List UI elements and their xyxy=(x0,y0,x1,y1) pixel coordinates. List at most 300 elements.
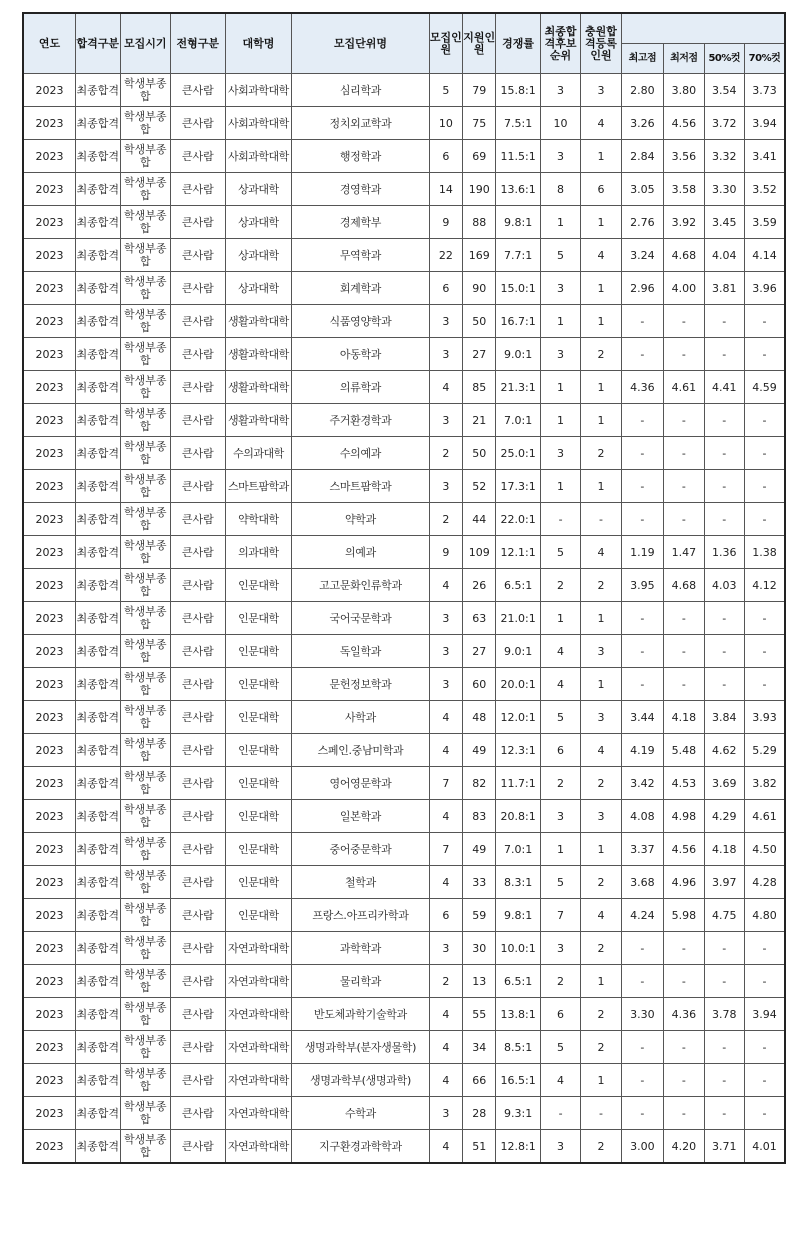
cell-max-grade: - xyxy=(621,305,663,338)
cell-applicants: 82 xyxy=(463,767,496,800)
cell-extra-enrolled: 3 xyxy=(581,635,621,668)
cell-quota: 2 xyxy=(429,503,462,536)
cell-extra-enrolled: 1 xyxy=(581,206,621,239)
cell-competition: 7.0:1 xyxy=(496,833,540,866)
header-recruit-period: 모집시기 xyxy=(120,13,171,74)
cell-cut50: 3.84 xyxy=(704,701,744,734)
cell-cut50: - xyxy=(704,1064,744,1097)
cell-college: 자연과학대학 xyxy=(225,965,292,998)
table-row xyxy=(23,866,785,899)
cell-admission-type: 큰사람 xyxy=(171,239,226,272)
cell-extra-enrolled: 1 xyxy=(581,140,621,173)
cell-recruit-period: 학생부종합 xyxy=(120,965,171,998)
cell-waitlist-rank: 1 xyxy=(540,833,580,866)
cell-admission-type: 큰사람 xyxy=(171,404,226,437)
table-row xyxy=(23,602,785,635)
cell-competition: 21.3:1 xyxy=(496,371,540,404)
cell-result-type: 최종합격 xyxy=(76,965,120,998)
cell-max-grade: - xyxy=(621,437,663,470)
cell-admission-type: 큰사람 xyxy=(171,536,226,569)
header-result-type: 합격구분 xyxy=(76,13,120,74)
cell-recruit-period: 학생부종합 xyxy=(120,503,171,536)
cell-applicants: 49 xyxy=(463,833,496,866)
cell-unit: 고고문화인류학과 xyxy=(292,569,429,602)
cell-max-grade: - xyxy=(621,1031,663,1064)
cell-year: 2023 xyxy=(23,899,76,932)
cell-applicants: 169 xyxy=(463,239,496,272)
cell-quota: 4 xyxy=(429,1064,462,1097)
cell-admission-type: 큰사람 xyxy=(171,635,226,668)
cell-waitlist-rank: 2 xyxy=(540,767,580,800)
cell-unit: 경영학과 xyxy=(292,173,429,206)
cell-recruit-period: 학생부종합 xyxy=(120,305,171,338)
table-body xyxy=(23,74,785,1164)
cell-cut50: - xyxy=(704,503,744,536)
table-row xyxy=(23,272,785,305)
cell-cut70: 4.61 xyxy=(744,800,785,833)
table-row xyxy=(23,1130,785,1164)
cell-max-grade: - xyxy=(621,602,663,635)
cell-min-grade: 3.56 xyxy=(664,140,704,173)
cell-admission-type: 큰사람 xyxy=(171,470,226,503)
cell-applicants: 83 xyxy=(463,800,496,833)
cell-admission-type: 큰사람 xyxy=(171,932,226,965)
cell-competition: 9.8:1 xyxy=(496,206,540,239)
cell-extra-enrolled: 4 xyxy=(581,536,621,569)
cell-cut70: 1.38 xyxy=(744,536,785,569)
cell-min-grade: - xyxy=(664,602,704,635)
cell-result-type: 최종합격 xyxy=(76,272,120,305)
cell-extra-enrolled: 2 xyxy=(581,338,621,371)
cell-applicants: 26 xyxy=(463,569,496,602)
cell-unit: 경제학부 xyxy=(292,206,429,239)
cell-result-type: 최종합격 xyxy=(76,866,120,899)
cell-cut70: - xyxy=(744,602,785,635)
cell-cut50: 3.54 xyxy=(704,74,744,107)
cell-recruit-period: 학생부종합 xyxy=(120,239,171,272)
cell-competition: 11.7:1 xyxy=(496,767,540,800)
cell-applicants: 30 xyxy=(463,932,496,965)
cell-year: 2023 xyxy=(23,206,76,239)
cell-cut70: - xyxy=(744,404,785,437)
cell-result-type: 최종합격 xyxy=(76,404,120,437)
cell-unit: 영어영문학과 xyxy=(292,767,429,800)
cell-applicants: 55 xyxy=(463,998,496,1031)
cell-min-grade: 4.20 xyxy=(664,1130,704,1164)
cell-competition: 10.0:1 xyxy=(496,932,540,965)
cell-admission-type: 큰사람 xyxy=(171,338,226,371)
cell-competition: 12.8:1 xyxy=(496,1130,540,1164)
cell-admission-type: 큰사람 xyxy=(171,899,226,932)
cell-result-type: 최종합격 xyxy=(76,371,120,404)
cell-waitlist-rank: 3 xyxy=(540,140,580,173)
cell-min-grade: - xyxy=(664,1031,704,1064)
cell-unit: 문헌정보학과 xyxy=(292,668,429,701)
cell-extra-enrolled: 6 xyxy=(581,173,621,206)
cell-college: 생활과학대학 xyxy=(225,371,292,404)
cell-cut70: - xyxy=(744,437,785,470)
cell-admission-type: 큰사람 xyxy=(171,833,226,866)
cell-cut50: - xyxy=(704,338,744,371)
cell-min-grade: 4.56 xyxy=(664,833,704,866)
cell-cut70: - xyxy=(744,932,785,965)
cell-min-grade: 4.96 xyxy=(664,866,704,899)
cell-college: 생활과학대학 xyxy=(225,305,292,338)
cell-cut70: - xyxy=(744,470,785,503)
cell-extra-enrolled: 1 xyxy=(581,602,621,635)
cell-recruit-period: 학생부종합 xyxy=(120,536,171,569)
cell-year: 2023 xyxy=(23,602,76,635)
table-row xyxy=(23,338,785,371)
cell-waitlist-rank: 1 xyxy=(540,305,580,338)
cell-college: 인문대학 xyxy=(225,701,292,734)
cell-waitlist-rank: - xyxy=(540,1097,580,1130)
cell-extra-enrolled: 1 xyxy=(581,668,621,701)
cell-unit: 식품영양학과 xyxy=(292,305,429,338)
table-row xyxy=(23,239,785,272)
cell-quota: 4 xyxy=(429,569,462,602)
cell-quota: 4 xyxy=(429,1130,462,1164)
cell-recruit-period: 학생부종합 xyxy=(120,1064,171,1097)
cell-college: 인문대학 xyxy=(225,767,292,800)
cell-extra-enrolled: 2 xyxy=(581,569,621,602)
header-quota: 모집인원 xyxy=(429,13,462,74)
cell-competition: 12.0:1 xyxy=(496,701,540,734)
cell-college: 인문대학 xyxy=(225,734,292,767)
cell-applicants: 59 xyxy=(463,899,496,932)
cell-applicants: 109 xyxy=(463,536,496,569)
cell-competition: 9.3:1 xyxy=(496,1097,540,1130)
cell-college: 생활과학대학 xyxy=(225,338,292,371)
cell-result-type: 최종합격 xyxy=(76,998,120,1031)
cell-year: 2023 xyxy=(23,701,76,734)
cell-unit: 중어중문학과 xyxy=(292,833,429,866)
header-cut70: 70%컷 xyxy=(744,44,785,74)
cell-competition: 7.0:1 xyxy=(496,404,540,437)
cell-cut70: 3.73 xyxy=(744,74,785,107)
cell-year: 2023 xyxy=(23,1064,76,1097)
cell-applicants: 75 xyxy=(463,107,496,140)
cell-admission-type: 큰사람 xyxy=(171,767,226,800)
cell-applicants: 49 xyxy=(463,734,496,767)
cell-applicants: 28 xyxy=(463,1097,496,1130)
cell-min-grade: - xyxy=(664,305,704,338)
cell-admission-type: 큰사람 xyxy=(171,701,226,734)
cell-admission-type: 큰사람 xyxy=(171,1130,226,1164)
cell-recruit-period: 학생부종합 xyxy=(120,569,171,602)
cell-admission-type: 큰사람 xyxy=(171,173,226,206)
cell-cut50: 3.81 xyxy=(704,272,744,305)
table-row xyxy=(23,1031,785,1064)
cell-result-type: 최종합격 xyxy=(76,305,120,338)
cell-result-type: 최종합격 xyxy=(76,503,120,536)
cell-min-grade: 4.56 xyxy=(664,107,704,140)
cell-result-type: 최종합격 xyxy=(76,338,120,371)
cell-result-type: 최종합격 xyxy=(76,206,120,239)
cell-max-grade: - xyxy=(621,338,663,371)
cell-result-type: 최종합격 xyxy=(76,635,120,668)
table-row xyxy=(23,305,785,338)
cell-recruit-period: 학생부종합 xyxy=(120,173,171,206)
cell-year: 2023 xyxy=(23,503,76,536)
cell-result-type: 최종합격 xyxy=(76,569,120,602)
cell-admission-type: 큰사람 xyxy=(171,206,226,239)
cell-year: 2023 xyxy=(23,107,76,140)
cell-college: 인문대학 xyxy=(225,569,292,602)
cell-competition: 13.6:1 xyxy=(496,173,540,206)
header-min-grade: 최저점 xyxy=(664,44,704,74)
cell-max-grade: - xyxy=(621,635,663,668)
cell-quota: 4 xyxy=(429,701,462,734)
cell-quota: 2 xyxy=(429,965,462,998)
cell-unit: 생명과학부(분자생물학) xyxy=(292,1031,429,1064)
cell-extra-enrolled: - xyxy=(581,503,621,536)
cell-extra-enrolled: 1 xyxy=(581,833,621,866)
cell-year: 2023 xyxy=(23,272,76,305)
cell-extra-enrolled: 1 xyxy=(581,272,621,305)
table-row xyxy=(23,503,785,536)
cell-min-grade: - xyxy=(664,1064,704,1097)
table-row xyxy=(23,800,785,833)
table-row xyxy=(23,404,785,437)
cell-min-grade: 4.53 xyxy=(664,767,704,800)
cell-min-grade: - xyxy=(664,437,704,470)
cell-quota: 3 xyxy=(429,305,462,338)
cell-college: 상과대학 xyxy=(225,173,292,206)
cell-cut70: - xyxy=(744,965,785,998)
cell-cut70: 3.82 xyxy=(744,767,785,800)
cell-extra-enrolled: 2 xyxy=(581,767,621,800)
cell-waitlist-rank: 1 xyxy=(540,602,580,635)
cell-max-grade: 3.26 xyxy=(621,107,663,140)
cell-extra-enrolled: 3 xyxy=(581,800,621,833)
cell-quota: 4 xyxy=(429,371,462,404)
cell-competition: 13.8:1 xyxy=(496,998,540,1031)
cell-max-grade: 3.00 xyxy=(621,1130,663,1164)
cell-year: 2023 xyxy=(23,470,76,503)
cell-recruit-period: 학생부종합 xyxy=(120,470,171,503)
cell-unit: 독일학과 xyxy=(292,635,429,668)
cell-year: 2023 xyxy=(23,305,76,338)
cell-result-type: 최종합격 xyxy=(76,140,120,173)
cell-admission-type: 큰사람 xyxy=(171,140,226,173)
cell-college: 의과대학 xyxy=(225,536,292,569)
cell-quota: 3 xyxy=(429,404,462,437)
cell-result-type: 최종합격 xyxy=(76,800,120,833)
cell-result-type: 최종합격 xyxy=(76,437,120,470)
cell-quota: 4 xyxy=(429,998,462,1031)
cell-waitlist-rank: 5 xyxy=(540,701,580,734)
cell-quota: 6 xyxy=(429,272,462,305)
cell-competition: 15.8:1 xyxy=(496,74,540,107)
cell-cut50: 4.29 xyxy=(704,800,744,833)
cell-result-type: 최종합격 xyxy=(76,734,120,767)
cell-waitlist-rank: 3 xyxy=(540,272,580,305)
cell-admission-type: 큰사람 xyxy=(171,800,226,833)
cell-recruit-period: 학생부종합 xyxy=(120,734,171,767)
cell-max-grade: 1.19 xyxy=(621,536,663,569)
cell-year: 2023 xyxy=(23,998,76,1031)
cell-max-grade: 4.24 xyxy=(621,899,663,932)
cell-cut70: 4.80 xyxy=(744,899,785,932)
cell-extra-enrolled: 1 xyxy=(581,305,621,338)
cell-competition: 7.5:1 xyxy=(496,107,540,140)
cell-waitlist-rank: 4 xyxy=(540,635,580,668)
cell-college: 자연과학대학 xyxy=(225,1064,292,1097)
cell-quota: 4 xyxy=(429,800,462,833)
cell-admission-type: 큰사람 xyxy=(171,668,226,701)
cell-max-grade: 3.05 xyxy=(621,173,663,206)
cell-competition: 8.5:1 xyxy=(496,1031,540,1064)
cell-quota: 3 xyxy=(429,1097,462,1130)
cell-cut50: - xyxy=(704,668,744,701)
cell-applicants: 69 xyxy=(463,140,496,173)
cell-result-type: 최종합격 xyxy=(76,74,120,107)
cell-cut50: 4.75 xyxy=(704,899,744,932)
cell-competition: 25.0:1 xyxy=(496,437,540,470)
header-max-grade: 최고점 xyxy=(621,44,663,74)
cell-unit: 프랑스.아프리카학과 xyxy=(292,899,429,932)
table-row xyxy=(23,767,785,800)
cell-max-grade: 2.84 xyxy=(621,140,663,173)
cell-result-type: 최종합격 xyxy=(76,767,120,800)
cell-competition: 6.5:1 xyxy=(496,965,540,998)
cell-recruit-period: 학생부종합 xyxy=(120,1130,171,1164)
cell-applicants: 66 xyxy=(463,1064,496,1097)
cell-cut50: 3.30 xyxy=(704,173,744,206)
table-header xyxy=(23,13,785,74)
cell-college: 스마트팜학과 xyxy=(225,470,292,503)
cell-cut70: - xyxy=(744,1097,785,1130)
cell-cut50: - xyxy=(704,305,744,338)
cell-unit: 철학과 xyxy=(292,866,429,899)
cell-cut50: 4.03 xyxy=(704,569,744,602)
cell-college: 사회과학대학 xyxy=(225,107,292,140)
cell-cut70: - xyxy=(744,503,785,536)
cell-year: 2023 xyxy=(23,404,76,437)
cell-min-grade: - xyxy=(664,470,704,503)
cell-applicants: 13 xyxy=(463,965,496,998)
cell-quota: 10 xyxy=(429,107,462,140)
table-row xyxy=(23,569,785,602)
cell-result-type: 최종합격 xyxy=(76,470,120,503)
cell-cut50: 3.78 xyxy=(704,998,744,1031)
header-competition: 경쟁률 xyxy=(496,13,540,74)
cell-result-type: 최종합격 xyxy=(76,833,120,866)
cell-waitlist-rank: 1 xyxy=(540,206,580,239)
cell-applicants: 48 xyxy=(463,701,496,734)
cell-quota: 3 xyxy=(429,602,462,635)
cell-cut70: 5.29 xyxy=(744,734,785,767)
cell-max-grade: - xyxy=(621,1064,663,1097)
cell-quota: 3 xyxy=(429,470,462,503)
table-row xyxy=(23,437,785,470)
cell-extra-enrolled: 4 xyxy=(581,239,621,272)
cell-max-grade: 3.68 xyxy=(621,866,663,899)
table-row xyxy=(23,965,785,998)
cell-min-grade: 3.58 xyxy=(664,173,704,206)
cell-competition: 17.3:1 xyxy=(496,470,540,503)
table-row xyxy=(23,1064,785,1097)
cell-recruit-period: 학생부종합 xyxy=(120,74,171,107)
cell-extra-enrolled: 2 xyxy=(581,1130,621,1164)
cell-unit: 일본학과 xyxy=(292,800,429,833)
cell-year: 2023 xyxy=(23,140,76,173)
table-row xyxy=(23,932,785,965)
cell-recruit-period: 학생부종합 xyxy=(120,107,171,140)
cell-recruit-period: 학생부종합 xyxy=(120,800,171,833)
cell-waitlist-rank: 5 xyxy=(540,536,580,569)
cell-quota: 5 xyxy=(429,74,462,107)
cell-cut70: 3.93 xyxy=(744,701,785,734)
cell-min-grade: - xyxy=(664,668,704,701)
cell-year: 2023 xyxy=(23,371,76,404)
cell-cut70: 4.12 xyxy=(744,569,785,602)
cell-cut50: 4.04 xyxy=(704,239,744,272)
header-year: 연도 xyxy=(23,13,76,74)
cell-recruit-period: 학생부종합 xyxy=(120,899,171,932)
cell-waitlist-rank: 6 xyxy=(540,734,580,767)
cell-quota: 7 xyxy=(429,767,462,800)
cell-competition: 16.5:1 xyxy=(496,1064,540,1097)
cell-cut50: - xyxy=(704,932,744,965)
cell-cut50: - xyxy=(704,965,744,998)
cell-extra-enrolled: 1 xyxy=(581,1064,621,1097)
header-extra-enrolled: 충원합격등록인원 xyxy=(581,13,621,74)
cell-college: 인문대학 xyxy=(225,602,292,635)
cell-min-grade: 4.36 xyxy=(664,998,704,1031)
cell-waitlist-rank: 3 xyxy=(540,932,580,965)
cell-cut50: 3.97 xyxy=(704,866,744,899)
cell-college: 인문대학 xyxy=(225,866,292,899)
cell-competition: 20.0:1 xyxy=(496,668,540,701)
cell-unit: 반도체과학기술학과 xyxy=(292,998,429,1031)
cell-applicants: 33 xyxy=(463,866,496,899)
cell-applicants: 50 xyxy=(463,305,496,338)
cell-extra-enrolled: 4 xyxy=(581,107,621,140)
cell-unit: 아동학과 xyxy=(292,338,429,371)
cell-applicants: 27 xyxy=(463,338,496,371)
cell-waitlist-rank: 2 xyxy=(540,569,580,602)
cell-unit: 수학과 xyxy=(292,1097,429,1130)
cell-college: 상과대학 xyxy=(225,239,292,272)
cell-quota: 9 xyxy=(429,206,462,239)
cell-extra-enrolled: 1 xyxy=(581,965,621,998)
cell-college: 약학대학 xyxy=(225,503,292,536)
cell-quota: 9 xyxy=(429,536,462,569)
cell-competition: 9.8:1 xyxy=(496,899,540,932)
cell-quota: 7 xyxy=(429,833,462,866)
cell-year: 2023 xyxy=(23,338,76,371)
cell-applicants: 190 xyxy=(463,173,496,206)
table-row xyxy=(23,536,785,569)
table-row xyxy=(23,734,785,767)
cell-year: 2023 xyxy=(23,932,76,965)
cell-min-grade: 4.00 xyxy=(664,272,704,305)
cell-applicants: 60 xyxy=(463,668,496,701)
cell-unit: 의예과 xyxy=(292,536,429,569)
cell-waitlist-rank: 1 xyxy=(540,470,580,503)
cell-recruit-period: 학생부종합 xyxy=(120,668,171,701)
cell-year: 2023 xyxy=(23,437,76,470)
cell-waitlist-rank: 8 xyxy=(540,173,580,206)
table-row xyxy=(23,899,785,932)
cell-quota: 3 xyxy=(429,668,462,701)
cell-unit: 지구환경과학학과 xyxy=(292,1130,429,1164)
cell-min-grade: 4.98 xyxy=(664,800,704,833)
cell-result-type: 최종합격 xyxy=(76,668,120,701)
cell-quota: 6 xyxy=(429,899,462,932)
